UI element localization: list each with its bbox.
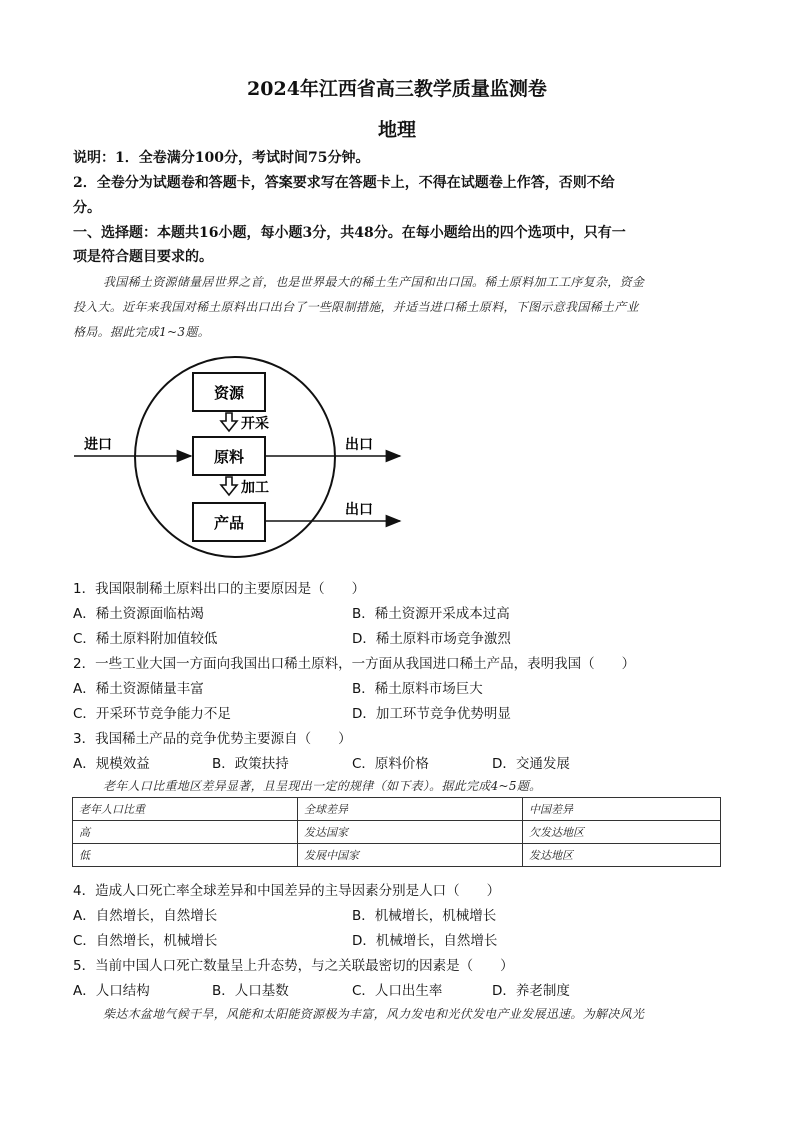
question-4-stem: 4．造成人口死亡率全球差异和中国差异的主导因素分别是人口（ ）: [73, 883, 501, 899]
q3-option-a[interactable]: A．规模效益: [73, 756, 150, 772]
section-heading-cont: 项是符合题目要求的。: [73, 249, 213, 265]
q2-option-d[interactable]: D．加工环节竞争优势明显: [352, 706, 511, 722]
passage-1-line-3: 格局。据此完成1~3题。: [73, 325, 210, 339]
q4-option-d[interactable]: D．机械增长，自然增长: [352, 933, 498, 949]
export-label-product: 出口: [345, 502, 373, 518]
q1-option-c[interactable]: C．稀土原料附加值较低: [73, 631, 218, 647]
rare-earth-industry-diagram: [70, 355, 410, 570]
exam-title: 2024年江西省高三教学质量监测卷: [247, 78, 547, 100]
table-header-cell: 全球差异: [298, 798, 523, 821]
q2-option-c[interactable]: C．开采环节竞争能力不足: [73, 706, 231, 722]
q3-option-b[interactable]: B．政策扶持: [212, 756, 289, 772]
q5-option-c[interactable]: C．人口出生率: [352, 983, 443, 999]
section-heading: 一、选择题：本题共16小题，每小题3分，共48分。在每小题给出的四个选项中，只有一: [73, 225, 626, 241]
question-5-stem: 5．当前中国人口死亡数量呈上升态势，与之关联最密切的因素是（ ）: [73, 958, 514, 974]
q4-option-a[interactable]: A．自然增长，自然增长: [73, 908, 218, 924]
question-1-stem: 1．我国限制稀土原料出口的主要原因是（ ）: [73, 581, 366, 597]
passage-1-line-1: 我国稀土资源储量居世界之首，也是世界最大的稀土生产国和出口国。稀土原料加工工序复杂，资金: [103, 275, 645, 289]
passage-1-line-2: 投入大。近年来我国对稀土原料出口出台了一些限制措施，并适当进口稀土原料，下图示意我国稀土产业: [73, 300, 639, 314]
table-header-cell: 中国差异: [523, 798, 721, 821]
q2-option-a[interactable]: A．稀土资源储量丰富: [73, 681, 204, 697]
subject-title: 地理: [377, 119, 416, 141]
processing-label: 加工: [241, 480, 269, 496]
q5-option-d[interactable]: D．养老制度: [492, 983, 570, 999]
question-2-stem: 2．一些工业大国一方面向我国出口稀土原料，一方面从我国进口稀土产品，表明我国（ ）: [73, 656, 636, 672]
down-arrow-icon: [221, 477, 237, 495]
product-label: 产品: [213, 514, 245, 532]
q1-option-a[interactable]: A．稀土资源面临枯竭: [73, 606, 204, 622]
down-arrow-icon: [221, 413, 237, 431]
elderly-population-table: [72, 797, 721, 867]
q3-option-c[interactable]: C．原料价格: [352, 756, 429, 772]
raw-material-label: 原料: [213, 448, 245, 466]
q5-option-b[interactable]: B．人口基数: [212, 983, 289, 999]
resource-label: 资源: [213, 384, 245, 402]
export-label-raw: 出口: [345, 437, 373, 453]
q2-option-b[interactable]: B．稀土原料市场巨大: [352, 681, 483, 697]
q4-option-c[interactable]: C．自然增长，机械增长: [73, 933, 218, 949]
q1-option-d[interactable]: D．稀土原料市场竞争激烈: [352, 631, 511, 647]
table-cell: 欠发达地区: [523, 821, 721, 844]
note-line-2: 2．全卷分为试题卷和答题卡，答案要求写在答题卡上，不得在试题卷上作答，否则不给: [73, 175, 615, 191]
table-cell: 高: [73, 821, 298, 844]
passage-3: 柴达木盆地气候干旱，风能和太阳能资源极为丰富，风力发电和光伏发电产业发展迅速。为解决风光: [103, 1007, 645, 1021]
table-header-row: [73, 798, 721, 821]
mining-label: 开采: [241, 416, 269, 432]
table-row: [73, 844, 721, 867]
table-cell: 发达地区: [523, 844, 721, 867]
table-header-cell: 老年人口比重: [73, 798, 298, 821]
table-row: [73, 821, 721, 844]
table-cell: 低: [73, 844, 298, 867]
q1-option-b[interactable]: B．稀土资源开采成本过高: [352, 606, 510, 622]
passage-2: 老年人口比重地区差异显著，且呈现出一定的规律（如下表）。据此完成4~5题。: [103, 779, 542, 793]
note-line-2-cont: 分。: [73, 200, 101, 216]
table-cell: 发达国家: [298, 821, 523, 844]
table-cell: 发展中国家: [298, 844, 523, 867]
note-line-1: 说明：1．全卷满分100分，考试时间75分钟。: [73, 150, 370, 166]
q3-option-d[interactable]: D．交通发展: [492, 756, 570, 772]
q4-option-b[interactable]: B．机械增长，机械增长: [352, 908, 497, 924]
question-3-stem: 3．我国稀土产品的竞争优势主要源自（ ）: [73, 731, 352, 747]
import-label: 进口: [84, 437, 112, 453]
q5-option-a[interactable]: A．人口结构: [73, 983, 150, 999]
